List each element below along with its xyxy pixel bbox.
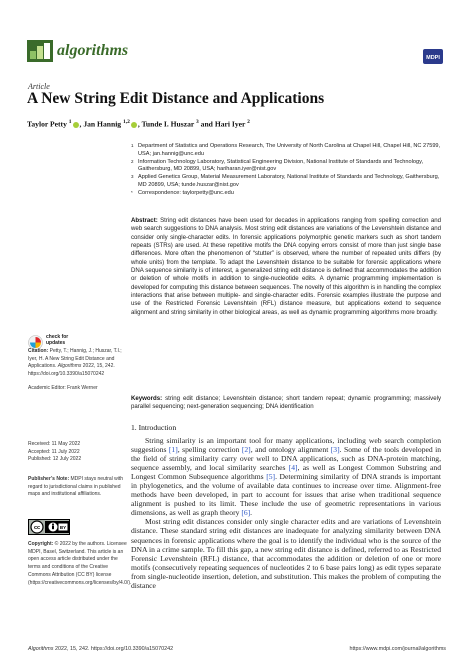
- received-date: Received: 11 May 2022: [28, 441, 81, 447]
- author-affiliation-sup: 2: [247, 119, 250, 125]
- paragraph-text: .: [250, 508, 253, 518]
- svg-text:cc: cc: [33, 525, 41, 532]
- citation-block: [28, 348, 128, 393]
- citation-doi[interactable]: 2022, 15, 242. https://doi.org/10.3390/a15070242: [28, 363, 115, 378]
- publisher-note: [28, 476, 128, 499]
- cc-by-license-icon[interactable]: [28, 519, 70, 535]
- mdpi-logo-text: MDPI: [426, 55, 440, 61]
- mdpi-logo-icon[interactable]: [423, 49, 443, 64]
- section-heading: 1. Introduction: [131, 423, 177, 432]
- reference-link[interactable]: [5]: [266, 472, 276, 482]
- svg-text:BY: BY: [59, 525, 67, 530]
- footer-citation: Algorithms 2022, 15, 242. https://doi.org/10.3390/a15070242: [28, 646, 174, 652]
- author-list: Taylor Petty $^1$ , Jan Hannig $^{1,2}$ , Tunde I. Huszar $^3$ and Hari Iyer $^2$: [27, 119, 250, 129]
- published-date: Published: 12 July 2022: [28, 456, 82, 463]
- paper-title: A New String Edit Distance and Applications: [27, 90, 325, 107]
- reference-link[interactable]: [3]: [330, 445, 340, 455]
- paragraph-text: . Determining similarity of DNA strands is important in phylogenetics, and the volume of available data continues to increase over time. Alignment-free methods have been developed, in part to account for issues that arise when traditional sequence alignment is pushed to its limit. These include the use of geometric representations in various dimensions, as well as graph theory: [131, 472, 442, 518]
- keywords: [131, 395, 441, 412]
- paragraph-text: , and ontology alignment: [250, 445, 331, 455]
- reference-link[interactable]: [4]: [288, 463, 298, 473]
- intro-body: [131, 436, 441, 590]
- affiliation-item: 1 Department of Statistics and Operations Research, The University of North Carolina at Chapel Hill, Chapel Hill, NC 27599, USA; jan.hannig@unc.edu: [131, 143, 441, 157]
- footer-journal-url[interactable]: https://www.mdpi.com/journal/algorithms: [349, 646, 446, 652]
- orcid-icon[interactable]: [73, 122, 79, 128]
- abstract-text: String edit distances have been used for decades in applications ranging from spelling correction and web search suggestions to DNA analysis. Most string edit distances are variations of the Levenshtein distance and consider only single-character edits. In forensic applications polymorphic genetic markers such as short tandem repeats (STRs) are used. At these repetitive motifs the DNA copying errors consist of more than just single base differences. More often the phenomenon of “stutter” is observed, where the number of repeated units differs (by whole units) from the template. To adapt the Levenshtein distance to be suitable for forensic applications where DNA sequence similarity is of interest, a generalized string edit distance is defined that accommodates the addition or deletion of whole motifs in addition to single-nucleotide edits. A dynamic programming implementation is developed for computing this distance between sequences. The novelty of this algorithm is in handling the complex interactions that arise between multiple- and single-character edits. Forensic examples illustrate the purpose and use of the Restricted Forensic Levenshtein (RFL) distance measure, but applications extend to sequence alignment and string similarity in other biological areas, as well as dynamic programming algorithms more broadly.: [131, 217, 441, 316]
- article-type-label: Article: [28, 82, 50, 91]
- copyright-block: [28, 541, 132, 587]
- accepted-date: Accepted: 11 July 2022: [28, 448, 80, 455]
- affiliations: [131, 143, 441, 198]
- author-name: Hari Iyer: [214, 119, 246, 129]
- paragraph-text: , as well as Longest Common Substring and Longest Common Subsequence algorithms: [131, 463, 441, 482]
- author-affiliation-sup: 1,2: [123, 119, 130, 125]
- citation-text: Petty, T.; Hannig, J.; Huszar, T.I.; Iyer, H. A New String Edit Distance and Applications.: [28, 348, 122, 370]
- keywords-label: Keywords:: [131, 395, 163, 402]
- author-name: Tunde I. Huszar: [141, 119, 195, 129]
- affiliation-item: 3 Applied Genetics Group, Material Measurement Laboratory, National Institute of Standards and Technology, Gaithersburg, MD 20899, USA; tunde.huszar@nist.gov: [131, 174, 440, 188]
- journal-logo-icon: [27, 40, 53, 62]
- reference-link[interactable]: [2]: [241, 445, 251, 455]
- keywords-text: string edit distance; Levenshtein distance; short tandem repeat; dynamic programming; massively parallel sequencing; next-generation sequencing; DNA identification: [131, 395, 441, 411]
- orcid-icon[interactable]: [131, 122, 137, 128]
- paragraph-text: . Some of the tools developed in the field of string similarity carry over well to DNA applications, such as DNA-protein matching, sequence assembly, and local similarity searches: [131, 445, 442, 473]
- check-for-updates-link[interactable]: check for updates: [46, 334, 69, 346]
- paragraph-text: String similarity is an important tool for many applications, including web search completion suggestions: [131, 436, 441, 455]
- correspondence-item: * Correspondence: taylorpetty@unc.edu: [131, 189, 234, 196]
- copyright-label: Copyright:: [28, 541, 54, 547]
- publisher-note-label: Publisher’s Note:: [28, 476, 70, 482]
- author-name: Taylor Petty: [27, 119, 67, 129]
- publisher-note-text: MDPI stays neutral with regard to jurisdictional claims in published maps and institutional affiliations.: [28, 476, 124, 498]
- citation-label: Citation:: [28, 348, 49, 354]
- author-affiliation-sup: 3: [196, 119, 199, 125]
- reference-link[interactable]: [1]: [168, 445, 178, 455]
- journal-name[interactable]: algorithms: [57, 42, 129, 59]
- abstract-label: Abstract:: [131, 217, 158, 224]
- abstract: [131, 217, 441, 317]
- author-affiliation-sup: 1: [68, 119, 72, 125]
- paragraph-text: , spelling correction: [177, 445, 242, 455]
- copyright-text: © 2022 by the authors. Licensee MDPI, Basel, Switzerland. This article is an open access article distributed under the terms and conditions of the Creative Commons Attribution (CC BY) license (https://creativecommons.org/licenses/by/4.0/).: [28, 541, 132, 586]
- citation-journal: Algorithms: [57, 363, 82, 370]
- affiliation-item: 2 Information Technology Laboratory, Statistical Engineering Division, National Institute of Standards and Technology, Gaithersburg, MD 20899, USA; hariharan.iyer@nist.gov: [131, 158, 424, 173]
- dates-block: [28, 441, 128, 464]
- academic-editor: Academic Editor: Frank Werner: [28, 384, 98, 391]
- intro-paragraph-2: Most string edit distances consider only single character edits and are variations of Levenshtein distance. These standard string edit distances are inadequate for analyzing similarity between DNA sequences in forensic applications where the goal is to identify the individual who is the source of the DNA in a crime sample. To fill this gap, a new string edit distance is defined, referred to as Restricted Forensic Levenshtein (RFL) distance, that accommodates the addition or deletion of one or more motifs (consecutively repeating sequences of nucleotides 2 to 6 base pairs long) as edit types separate from single-nucleotide insertion, deletion, and substitution. This makes the problem of computing the distance: [131, 517, 441, 590]
- author-name: Jan Hannig: [83, 119, 122, 129]
- intro-paragraph-1: [131, 436, 441, 517]
- reference-link[interactable]: [6]: [241, 508, 251, 518]
